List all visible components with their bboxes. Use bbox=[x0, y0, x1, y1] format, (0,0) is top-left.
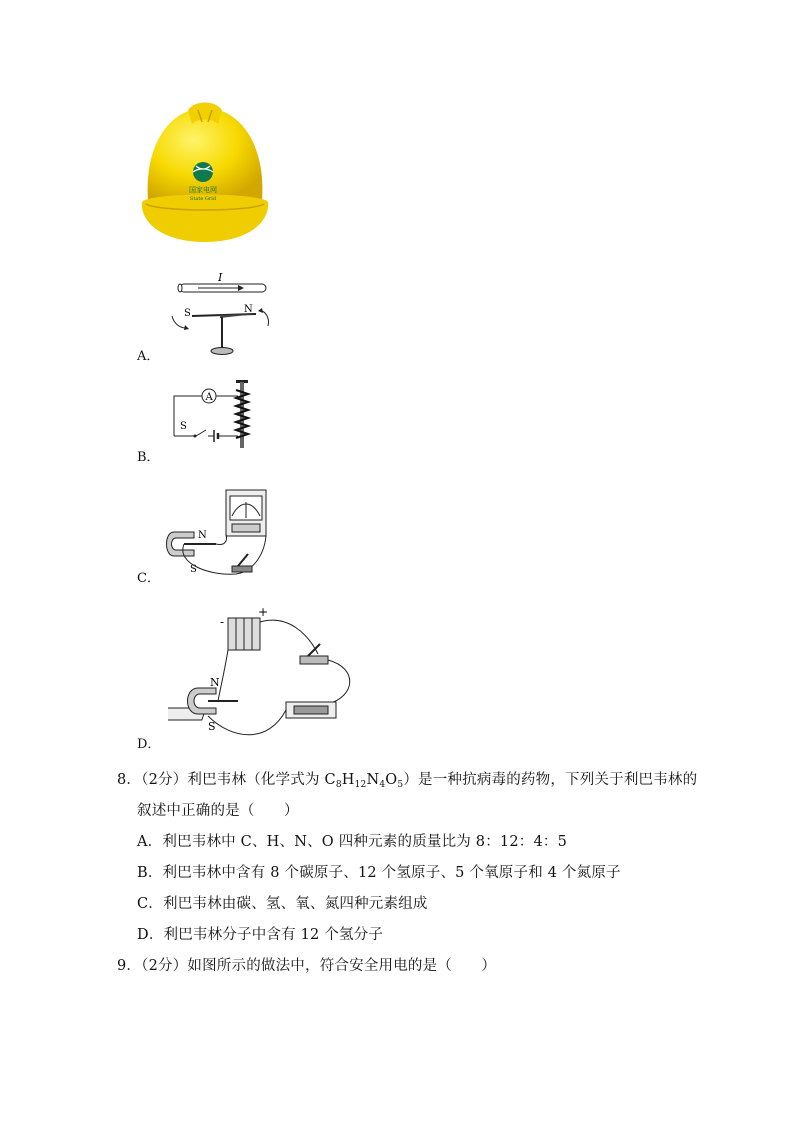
svg-text:S: S bbox=[208, 720, 216, 733]
safety-helmet-image bbox=[140, 100, 270, 250]
option-b-letter: B． bbox=[137, 450, 160, 465]
option-c-letter: C． bbox=[137, 571, 160, 586]
svg-text:S: S bbox=[180, 421, 187, 432]
question-8-option-c: C．利巴韦林由碳、氢、氧、氮四种元素组成 bbox=[137, 896, 428, 912]
svg-text:S: S bbox=[184, 308, 191, 319]
svg-text:+: + bbox=[258, 605, 269, 619]
svg-text:A: A bbox=[205, 392, 213, 403]
svg-text:国家电网: 国家电网 bbox=[189, 186, 217, 194]
svg-text:N: N bbox=[198, 530, 207, 541]
option-d-letter: D． bbox=[137, 737, 161, 752]
svg-text:State Grid: State Grid bbox=[189, 196, 217, 202]
svg-text:-: - bbox=[220, 615, 225, 629]
option-d-motor-figure bbox=[168, 604, 358, 744]
question-8-stem-line2: 叙述中正确的是（ ） bbox=[137, 803, 299, 819]
question-8-option-b: B．利巴韦林中含有 8 个碳原子、12 个氢原子、5 个氧原子和 4 个氮原子 bbox=[137, 865, 621, 881]
svg-text:S: S bbox=[190, 564, 197, 575]
svg-text:I: I bbox=[218, 271, 223, 284]
option-a-letter: A． bbox=[137, 349, 160, 364]
question-9-stem: 9．（2分）如图所示的做法中，符合安全用电的是（ ） bbox=[117, 958, 497, 974]
option-a-oersted-figure bbox=[160, 268, 280, 360]
question-8-option-d: D．利巴韦林分子中含有 12 个氢分子 bbox=[137, 927, 384, 943]
option-c-induction-figure bbox=[160, 486, 280, 581]
question-8-option-a: A．利巴韦林中 C、H、N、O 四种元素的质量比为 8：12：4：5 bbox=[137, 834, 568, 850]
svg-text:N: N bbox=[244, 304, 253, 315]
option-b-electromagnet-figure bbox=[168, 376, 258, 451]
question-8-stem-line1: 8．（2分）利巴韦林（化学式为 $C_8H_{12}N_4O_5$）是一种抗病毒的药物，下列关于利巴韦林的 bbox=[117, 772, 698, 790]
svg-text:N: N bbox=[210, 676, 220, 689]
